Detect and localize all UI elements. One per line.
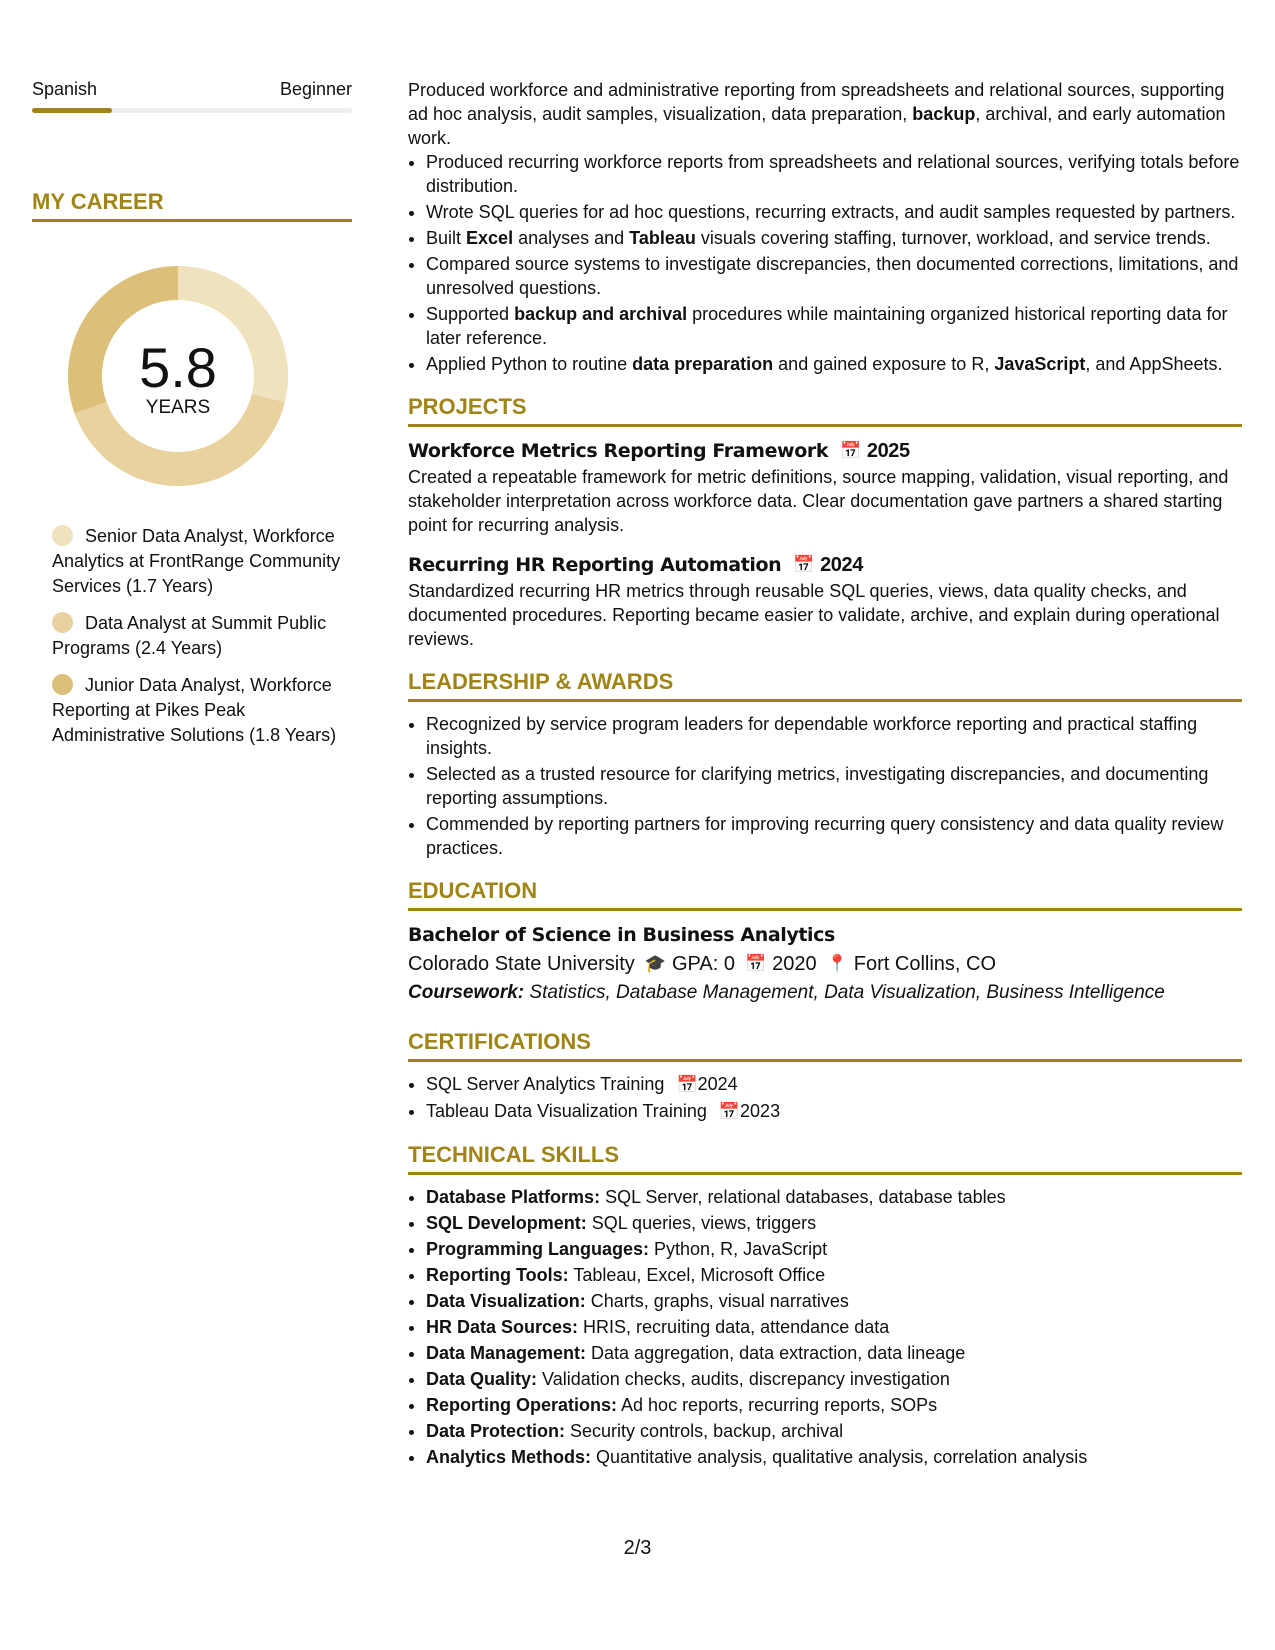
skill-item <box>426 1341 1242 1365</box>
calendar-icon: 📅 <box>718 1102 741 1121</box>
project-name: Workforce Metrics Reporting Framework <box>408 440 829 462</box>
skill-value: SQL queries, views, triggers <box>586 1213 817 1233</box>
career-years-unit: YEARS <box>145 397 211 418</box>
skill-item <box>426 1237 1242 1261</box>
calendar-icon: 📅 <box>840 441 861 461</box>
bullet-text: Applied Python to routine <box>426 354 633 374</box>
project-description: Created a repeatable framework for metric definitions, source mapping, validation, visual reporting, and stakeholder interpretation across workforce data. Clear documentation gave partners a shared starting point for recurring analysis. <box>408 467 1229 535</box>
education-location: Fort Collins, CO <box>853 953 997 975</box>
page-number: 2/3 <box>623 1537 652 1559</box>
project-title-row <box>408 437 1242 465</box>
skill-value: Data aggregation, data extraction, data lineage <box>586 1343 966 1363</box>
bullet-bold: Excel <box>466 228 514 248</box>
skill-value: Tableau, Excel, Microsoft Office <box>568 1265 826 1285</box>
experience-bullet: • Compared source systems to investigate discrepancies, then documented corrections, limitations, and unresolved questions. <box>426 252 1242 300</box>
skill-item <box>426 1185 1242 1209</box>
bullet-bold: Tableau <box>629 228 696 248</box>
project-name: Recurring HR Reporting Automation <box>408 554 782 576</box>
bullet-text: Supported <box>426 304 515 324</box>
career-legend-label: Data Analyst at Summit Public Programs (2.4 Years) <box>52 613 327 658</box>
bullet-text: procedures while maintaining organized historical reporting data for later reference. <box>426 304 1228 348</box>
career-legend-label: Junior Data Analyst, Workforce Reporting at Pikes Peak Administrative Solutions (1.8 Years) <box>52 675 337 745</box>
project-title-row <box>408 551 1242 579</box>
certification-item <box>426 1072 1242 1097</box>
bullet-text: and gained exposure to R, <box>773 354 995 374</box>
certifications-heading: CERTIFICATIONS <box>408 1029 1242 1062</box>
career-legend-item <box>52 673 352 748</box>
education-heading: EDUCATION <box>408 878 1242 911</box>
projects-heading: PROJECTS <box>408 394 1242 427</box>
certification-name: SQL Server Analytics Training <box>426 1074 665 1094</box>
calendar-icon: 📅 <box>744 954 767 973</box>
skill-item <box>426 1445 1242 1469</box>
location-pin-icon: 📍 <box>826 954 848 973</box>
career-total-years: 5.8 <box>139 336 217 399</box>
certification-name: Tableau Data Visualization Training <box>426 1101 707 1121</box>
skill-label: Database Platforms: <box>426 1187 601 1207</box>
skill-label: SQL Development: <box>426 1213 587 1233</box>
bullet-text: analyses and <box>513 228 630 248</box>
summary-text: Produced workforce and administrative reporting from spreadsheets and relational sources, supporting ad hoc analysis, audit samples, visualization, data preparation, <box>408 80 1225 124</box>
graduation-cap-icon: 🎓 <box>644 954 666 973</box>
language-level: Beginner <box>279 79 352 99</box>
certification-year: 2023 <box>740 1101 781 1121</box>
bullet-bold: JavaScript <box>994 354 1086 374</box>
skill-value: Ad hoc reports, recurring reports, SOPs <box>617 1395 938 1415</box>
project-item <box>408 551 1242 651</box>
skill-label: HR Data Sources: <box>426 1317 579 1337</box>
language-level-bar <box>32 108 352 113</box>
skill-value: Security controls, backup, archival <box>565 1421 844 1441</box>
certifications-list <box>408 1072 1242 1124</box>
experience-bullet <box>426 352 1242 376</box>
legend-dot-icon <box>52 674 73 695</box>
career-legend <box>52 524 352 748</box>
skills-list <box>408 1185 1242 1469</box>
experience-bullets <box>408 150 1242 376</box>
right-column <box>408 78 1242 1471</box>
donut-center <box>66 336 290 420</box>
skill-item <box>426 1263 1242 1287</box>
skill-item <box>426 1419 1242 1443</box>
skill-label: Reporting Operations: <box>426 1395 618 1415</box>
skill-value: Quantitative analysis, qualitative analysis, correlation analysis <box>591 1447 1088 1467</box>
bullet-text: Built <box>426 228 467 248</box>
career-donut-chart <box>66 264 290 488</box>
skill-value: Validation checks, audits, discrepancy investigation <box>537 1369 950 1389</box>
legend-dot-icon <box>52 612 73 633</box>
career-legend-item <box>52 524 352 599</box>
skill-item <box>426 1367 1242 1391</box>
project-year: 2024 <box>820 554 863 576</box>
degree-title: Bachelor of Science in Business Analytics <box>408 924 835 946</box>
skill-item <box>426 1315 1242 1339</box>
skill-value: HRIS, recruiting data, attendance data <box>578 1317 890 1337</box>
calendar-icon: 📅 <box>793 555 815 575</box>
leadership-list <box>408 712 1242 860</box>
calendar-icon: 📅 <box>676 1075 698 1094</box>
summary-text: , archival, and early automation work. <box>408 104 1226 148</box>
skill-value: Python, R, JavaScript <box>649 1239 828 1259</box>
summary-bold: backup <box>912 104 976 124</box>
leadership-heading: LEADERSHIP & AWARDS <box>408 669 1242 702</box>
school-name: Colorado State University <box>408 953 635 975</box>
experience-bullet <box>426 226 1242 250</box>
leadership-item: • Recognized by service program leaders for dependable workforce reporting and practical staffing insights. <box>426 712 1242 760</box>
skill-item <box>426 1393 1242 1417</box>
skills-heading: TECHNICAL SKILLS <box>408 1142 1242 1175</box>
project-item <box>408 437 1242 537</box>
education-details <box>408 949 1242 979</box>
skill-label: Data Management: <box>426 1343 587 1363</box>
graduation-year: 2020 <box>772 953 817 975</box>
project-description: Standardized recurring HR metrics through reusable SQL queries, views, data quality checks, and documented procedures. Reporting became easier to validate, archive, and explain during operational reviews. <box>408 581 1220 649</box>
skill-value: Charts, graphs, visual narratives <box>585 1291 849 1311</box>
left-column <box>32 78 352 760</box>
skill-item <box>426 1211 1242 1235</box>
language-level-fill <box>32 108 112 113</box>
certification-year: 2024 <box>697 1074 738 1094</box>
coursework-label: Coursework: <box>408 982 525 1003</box>
project-year: 2025 <box>866 440 910 462</box>
experience-summary <box>408 78 1242 150</box>
leadership-item: • Selected as a trusted resource for clarifying metrics, investigating discrepancies, and documenting reporting assumptions. <box>426 762 1242 810</box>
coursework-list: Statistics, Database Management, Data Visualization, Business Intelligence <box>524 982 1165 1003</box>
skill-label: Data Protection: <box>426 1421 566 1441</box>
language-row <box>32 78 352 100</box>
leadership-item: • Commended by reporting partners for improving recurring query consistency and data quality review practices. <box>426 812 1242 860</box>
legend-dot-icon <box>52 525 73 546</box>
experience-bullet <box>426 302 1242 350</box>
gpa: GPA: 0 <box>671 953 735 975</box>
skill-item <box>426 1289 1242 1313</box>
experience-bullet: • Wrote SQL queries for ad hoc questions, recurring extracts, and audit samples requested by partners. <box>426 200 1242 224</box>
skill-label: Data Visualization: <box>426 1291 586 1311</box>
skill-label: Analytics Methods: <box>426 1447 592 1467</box>
bullet-text: visuals covering staffing, turnover, workload, and service trends. <box>695 228 1211 248</box>
bullet-bold: data preparation <box>632 354 774 374</box>
experience-bullet: • Produced recurring workforce reports from spreadsheets and relational sources, verifying totals before distribution. <box>426 150 1242 198</box>
skill-value: SQL Server, relational databases, database tables <box>600 1187 1006 1207</box>
bullet-bold: backup and archival <box>514 304 688 324</box>
skill-label: Programming Languages: <box>426 1239 650 1259</box>
career-legend-item <box>52 611 352 661</box>
career-heading: MY CAREER <box>32 189 352 222</box>
skill-label: Reporting Tools: <box>426 1265 569 1285</box>
bullet-text: , and AppSheets. <box>1085 354 1223 374</box>
language-name: Spanish <box>32 79 98 99</box>
skill-label: Data Quality: <box>426 1369 538 1389</box>
coursework <box>408 979 1242 1007</box>
certification-item <box>426 1099 1242 1124</box>
career-legend-label: Senior Data Analyst, Workforce Analytics at FrontRange Community Services (1.7 Years) <box>52 526 341 596</box>
